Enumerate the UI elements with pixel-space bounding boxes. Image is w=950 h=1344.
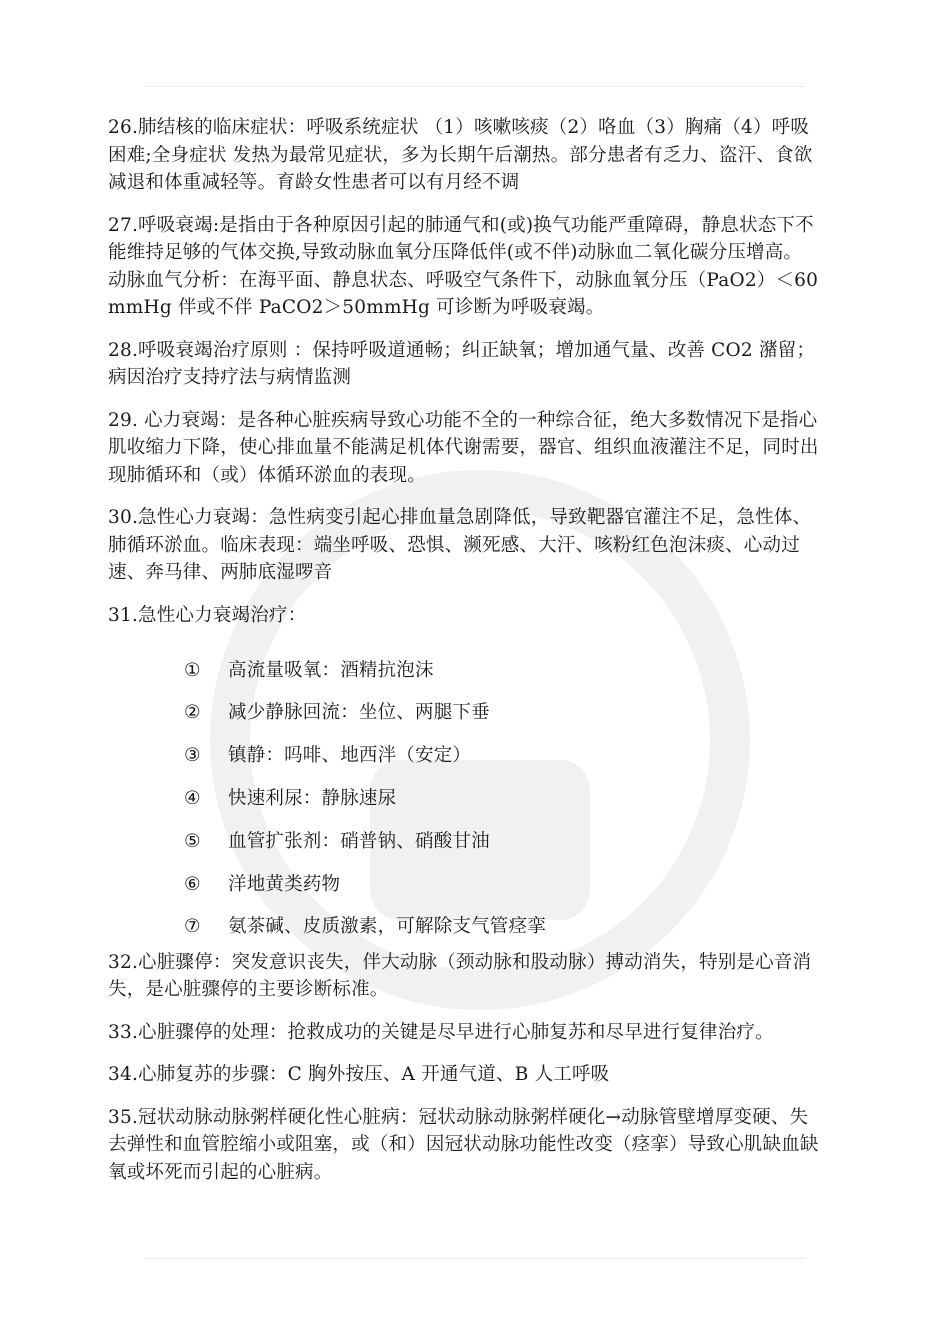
list-item-number: ① [184, 659, 201, 681]
list-item [184, 735, 820, 778]
list-item-text: 洋地黄类药物 [228, 873, 341, 895]
list-item-number: ④ [184, 788, 201, 810]
list-item-text: 减少静脉回流：坐位、两腿下垂 [228, 702, 490, 724]
list-item-text: 氨茶碱、皮质激素，可解除支气管痉挛 [228, 916, 546, 938]
list-item [184, 649, 820, 692]
treatment-list [108, 649, 820, 949]
paragraph-30: 30.急性心力衰竭：急性病变引起心排血量急剧降低，导致靶器官灌注不足，急性体、肺循环淤血。临床表现：端坐呼吸、恐惧、濒死感、大汗、咳粉红色泡沫痰、心动过速、奔马律、两肺底湿啰音 [108, 507, 812, 583]
paragraph-34: 34.心肺复苏的步骤：C 胸外按压、A 开通气道、B 人工呼吸 [108, 1064, 610, 1086]
paragraph-33: 33.心脏骤停的处理：抢救成功的关键是尽早进行心肺复苏和尽早进行复律治疗。 [108, 1021, 774, 1043]
list-item-text: 镇静：吗啡、地西泮（安定） [228, 745, 472, 767]
paragraph-31-heading: 31.急性心力衰竭治疗： [108, 604, 307, 626]
list-item-number: ⑥ [184, 873, 201, 895]
paragraph-35: 35.冠状动脉动脉粥样硬化性心脏病：冠状动脉动脉粥样硬化→动脉管壁增厚变硬、失去弹性和血管腔缩小或阻塞，或（和）因冠状动脉功能性改变（痉挛）导致心肌缺血缺氧或坏死而引起的心脏病。 [108, 1106, 819, 1183]
list-item-number: ③ [184, 745, 201, 767]
top-divider [145, 86, 805, 87]
list-item [184, 906, 820, 949]
list-item [184, 692, 820, 735]
list-item [184, 863, 820, 906]
list-item-text: 血管扩张剂：硝普钠、硝酸甘油 [228, 830, 490, 852]
paragraph-26: 26.肺结核的临床症状：呼吸系统症状 （1）咳嗽咳痰（2）咯血（3）胸痛（4）呼吸困难;全身症状 发热为最常见症状，多为长期午后潮热。部分患者有乏力、盗汗、食欲减退和体重减轻等。育龄女性患者可以有月经不调 [108, 117, 813, 193]
list-item [184, 820, 820, 863]
list-item-text: 快速利尿：静脉速尿 [228, 788, 397, 810]
list-item-number: ② [184, 702, 201, 724]
document-body [108, 114, 820, 1201]
paragraph-29: 29. 心力衰竭：是各种心脏疾病导致心功能不全的一种综合征，绝大多数情况下是指心肌收缩力下降，使心排血量不能满足机体代谢需要，器官、组织血液灌注不足，同时出现肺循环和（或）体循环淤血的表现。 [108, 409, 819, 486]
paragraph-32: 32.心脏骤停：突发意识丧失，伴大动脉（颈动脉和股动脉）搏动消失，特别是心音消失，是心脏骤停的主要诊断标准。 [108, 951, 812, 1001]
bottom-divider [145, 1258, 805, 1259]
paragraph-28: 28.呼吸衰竭治疗原则 ：保持呼吸道通畅；纠正缺氧；增加通气量、改善 CO2 潴留；病因治疗支持疗法与病情监测 [108, 339, 816, 388]
list-item-text: 高流量吸氧：酒精抗泡沫 [228, 659, 434, 681]
list-item-number: ⑤ [184, 830, 201, 852]
paragraph-27: 27.呼吸衰竭:是指由于各种原因引起的肺通气和(或)换气功能严重障碍，静息状态下不能维持足够的气体交换,导致动脉血氧分压降低伴(或不伴)动脉血二氧化碳分压增高。动脉血气分析：在海平面、静息状态、呼吸空气条件下，动脉血氧分压（PaO2）＜60mmHg 伴或不伴 PaCO2＞50mmHg 可诊断为呼吸衰竭。 [108, 214, 819, 318]
list-item [184, 777, 820, 820]
list-item-number: ⑦ [184, 916, 201, 938]
